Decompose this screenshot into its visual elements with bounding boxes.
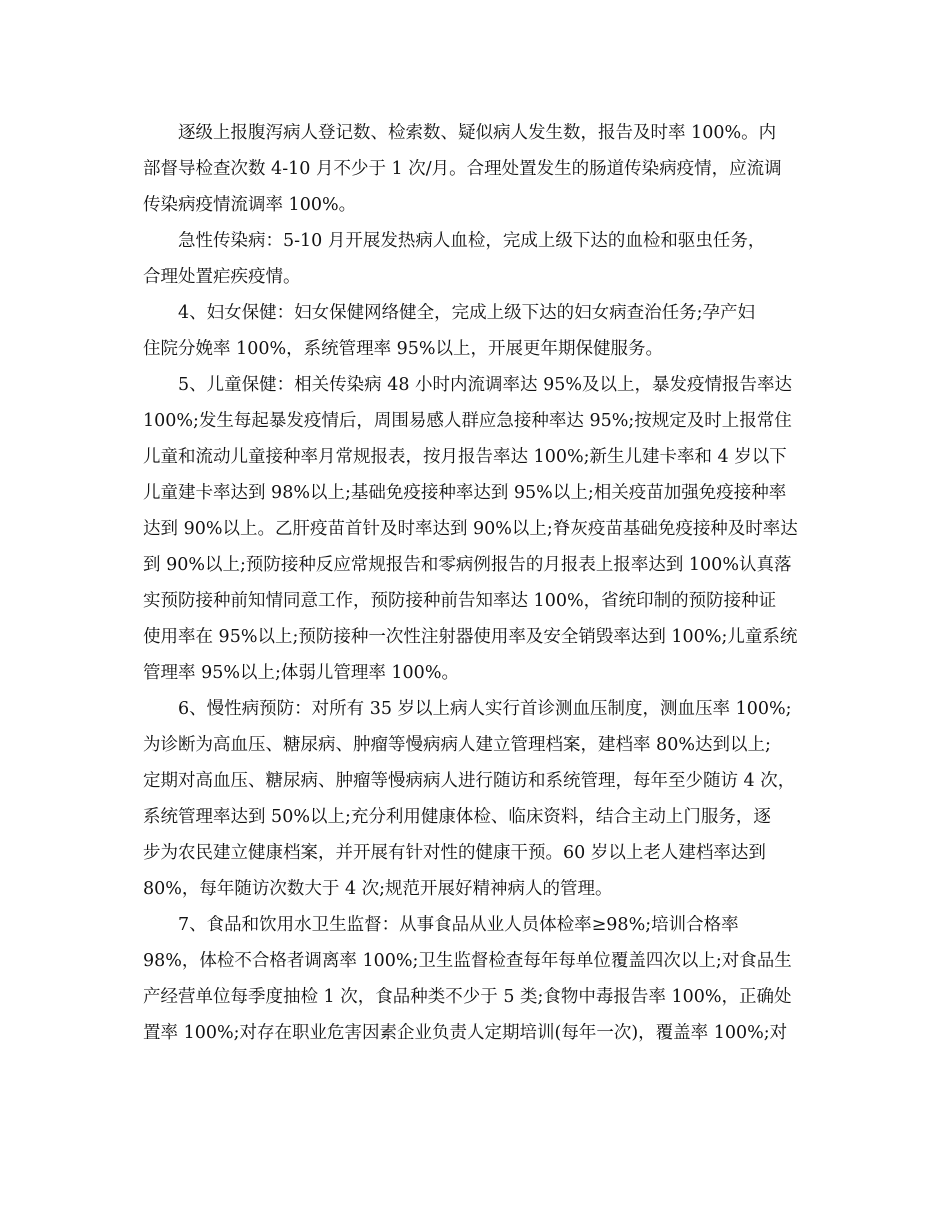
text-line: 使用率在 95%以上;预防接种一次性注射器使用率及安全销毁率达到 100%;儿童系统 <box>143 627 798 647</box>
text-line: 为诊断为高血压、糖尿病、肿瘤等慢病病人建立管理档案，建档率 80%达到以上; <box>143 735 771 755</box>
text-line: 急性传染病：5-10 月开展发热病人血检，完成上级下达的血检和驱虫任务， <box>178 231 766 251</box>
text-line: 100%;发生每起暴发疫情后，周围易感人群应急接种率达 95%;按规定及时上报常住 <box>143 411 792 431</box>
text-line: 定期对高血压、糖尿病、肿瘤等慢病病人进行随访和系统管理，每年至少随访 4 次， <box>143 771 796 791</box>
text-line: 置率 100%;对存在职业危害因素企业负责人定期培训(每年一次)，覆盖率 100%;对 <box>143 1023 788 1043</box>
text-line: 7、食品和饮用水卫生监督：从事食品从业人员体检率≥98%;培训合格率 <box>178 915 739 935</box>
text-line: 合理处置疟疾疫情。 <box>143 267 301 287</box>
text-line: 步为农民建立健康档案，并开展有针对性的健康干预。60 岁以上老人建档率达到 <box>143 843 766 863</box>
text-line: 系统管理率达到 50%以上;充分利用健康体检、临床资料，结合主动上门服务，逐 <box>143 807 771 827</box>
text-line: 6、慢性病预防：对所有 35 岁以上病人实行首诊测血压制度，测血压率 100%; <box>178 699 792 719</box>
text-line: 98%，体检不合格者调离率 100%;卫生监督检查每年每单位覆盖四次以上;对食品生 <box>143 951 792 971</box>
text-line: 儿童建卡率达到 98%以上;基础免疫接种率达到 95%以上;相关疫苗加强免疫接种率 <box>143 483 787 503</box>
text-line: 达到 90%以上。乙肝疫苗首针及时率达到 90%以上;脊灰疫苗基础免疫接种及时率达 <box>143 519 798 539</box>
text-line: 5、儿童保健：相关传染病 48 小时内流调率达 95%及以上，暴发疫情报告率达 <box>178 375 792 395</box>
text-line: 产经营单位每季度抽检 1 次，食品种类不少于 5 类;食物中毒报告率 100%，正确处 <box>143 987 792 1007</box>
text-line: 到 90%以上;预防接种反应常规报告和零病例报告的月报表上报率达到 100%认真落 <box>143 555 792 575</box>
text-line: 80%，每年随访次数大于 4 次;规范开展好精神病人的管理。 <box>143 879 613 899</box>
text-line: 儿童和流动儿童接种率月常规报表，按月报告率达 100%;新生儿建卡率和 4 岁以下 <box>143 447 787 467</box>
text-line: 传染病疫情流调率 100%。 <box>143 195 357 215</box>
text-line: 实预防接种前知情同意工作，预防接种前告知率达 100%，省统印制的预防接种证 <box>143 591 777 611</box>
text-line: 部督导检查次数 4-10 月不少于 1 次/月。合理处置发生的肠道传染病疫情，应流调 <box>143 159 782 179</box>
text-line: 4、妇女保健：妇女保健网络健全，完成上级下达的妇女病查治任务;孕产妇 <box>178 303 756 323</box>
text-line: 逐级上报腹泻病人登记数、检索数、疑似病人发生数，报告及时率 100%。内 <box>178 123 777 143</box>
text-line: 管理率 95%以上;体弱儿管理率 100%。 <box>143 663 459 683</box>
text-line: 住院分娩率 100%，系统管理率 95%以上，开展更年期保健服务。 <box>143 339 664 359</box>
